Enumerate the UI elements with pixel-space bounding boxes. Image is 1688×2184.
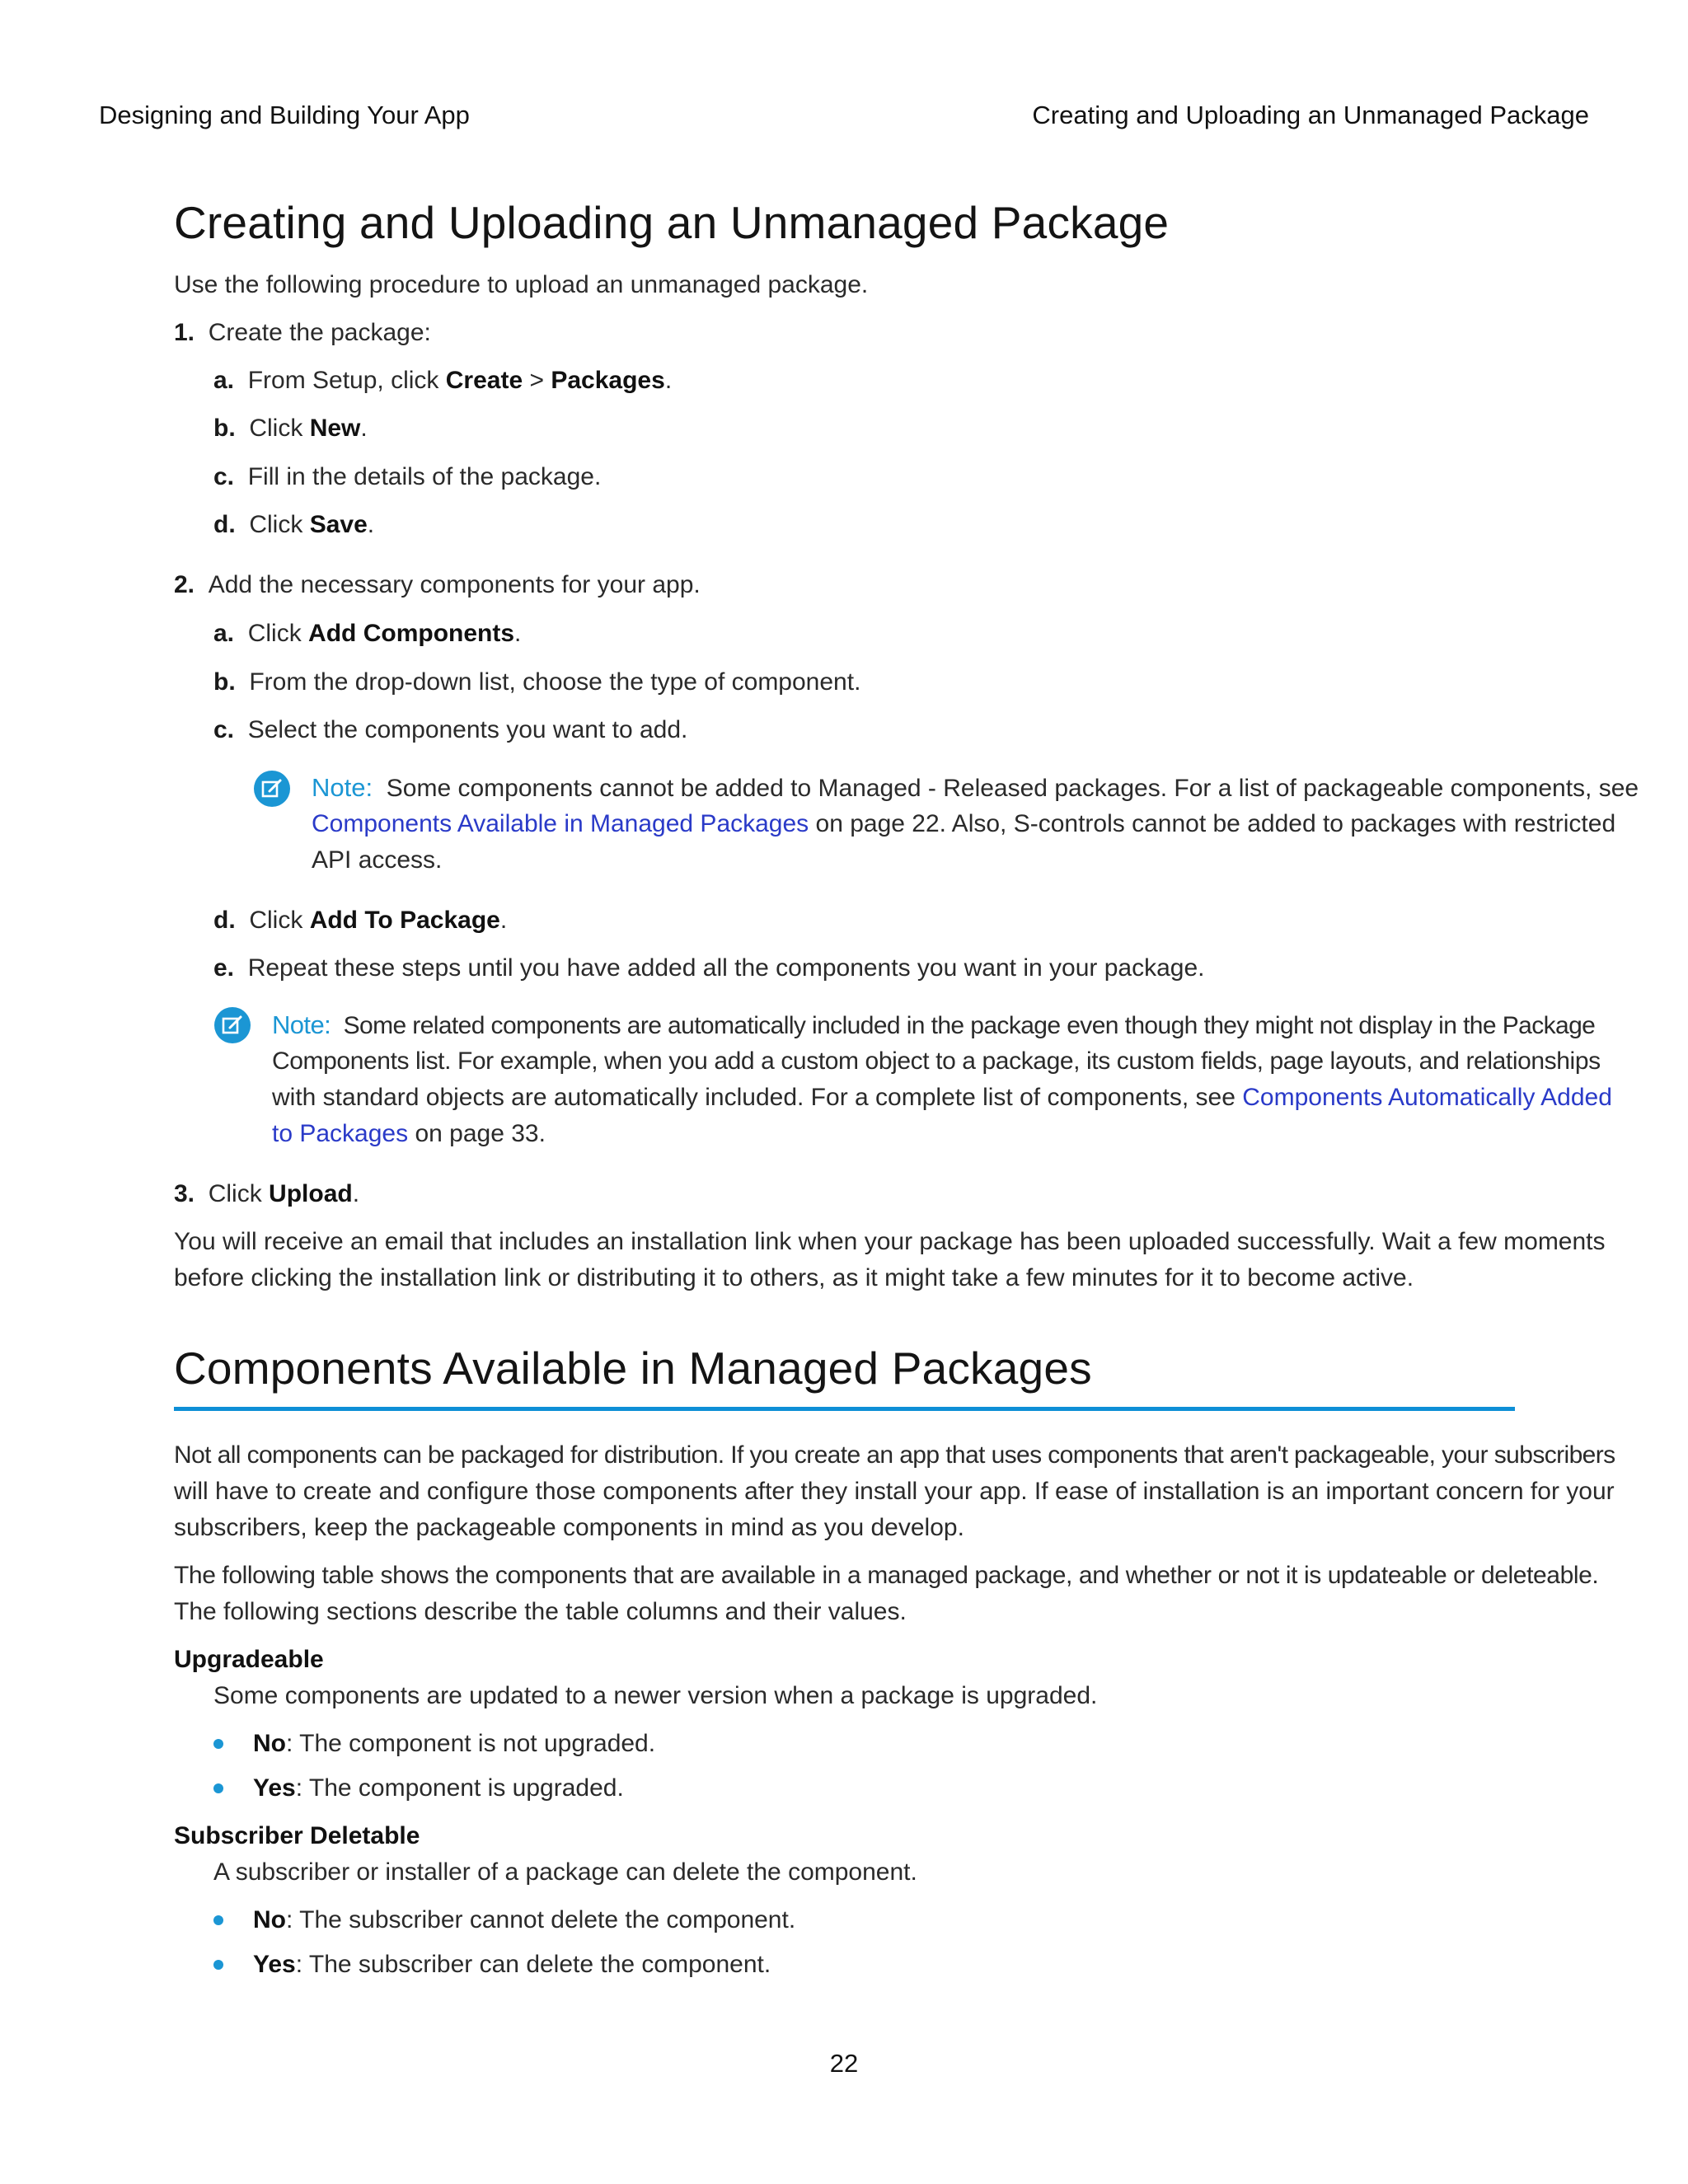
step-2a <box>213 616 521 652</box>
link-components-auto-added-cont[interactable]: to Packages <box>272 1120 409 1147</box>
bullet <box>213 1960 223 1970</box>
term-label: Subscriber Deletable <box>174 1822 420 1849</box>
step-2c <box>213 712 687 748</box>
step-1b <box>213 410 368 447</box>
note-text: on page 33. <box>408 1120 546 1147</box>
substep-letter: e. <box>213 954 235 982</box>
substep-letter: c. <box>213 463 235 490</box>
closing-line-1: You will receive an email that includes an installation link when your package has been uploaded successfully. Wait a few moments <box>174 1228 1606 1255</box>
substep-text: Click <box>249 907 310 934</box>
step-number: 3. <box>174 1180 195 1207</box>
note-text: Some related components are automatically included in the package even though they might not display in the Package <box>343 1012 1596 1039</box>
punctuation: . <box>352 1180 360 1207</box>
section-title-unmanaged-package: Creating and Uploading an Unmanaged Package <box>174 197 1170 248</box>
substep-text: Click <box>249 415 310 442</box>
note-2-line-2: Components list. For example, when you add a custom object to a package, its custom fields, page layouts, and relationships <box>272 1047 1601 1075</box>
para-1-line-1: Not all components can be packaged for distribution. If you create an app that uses components that aren't packageable, your subscribers <box>174 1441 1615 1469</box>
substep-letter: d. <box>213 907 236 934</box>
substep-text: Click <box>249 511 310 538</box>
note-1-line-3: API access. <box>312 846 443 874</box>
step-2d <box>213 902 507 939</box>
para-1-line-2: will have to create and configure those components after they install your app. If ease of installation is an important concern for your <box>174 1478 1615 1505</box>
section-divider <box>174 1407 1515 1411</box>
deletable-no <box>253 1902 795 1938</box>
upgradeable-yes <box>253 1770 624 1807</box>
step-number: 1. <box>174 319 195 346</box>
value-yes: Yes <box>253 1951 296 1978</box>
substep-text: Select the components you want to add. <box>247 716 688 743</box>
ui-term-save: Save <box>309 511 368 538</box>
upgradeable-description: Some components are updated to a newer version when a package is upgraded. <box>213 1682 1098 1709</box>
term-label: Upgradeable <box>174 1646 324 1673</box>
substep-letter: b. <box>213 415 236 442</box>
value-desc: : The component is upgraded. <box>295 1774 624 1802</box>
step-2e <box>213 950 1204 987</box>
step-number: 2. <box>174 571 195 598</box>
punctuation: . <box>360 415 368 442</box>
upgradeable-no <box>253 1726 655 1762</box>
ui-term-create: Create <box>445 367 523 394</box>
link-components-auto-added[interactable]: Components Automatically Added <box>1242 1084 1612 1111</box>
substep-letter: a. <box>213 367 235 394</box>
step-1d <box>213 507 374 543</box>
value-no: No <box>253 1730 286 1757</box>
note-text: on page 22. Also, S-controls cannot be added to packages with restricted <box>809 810 1616 837</box>
note-icon <box>254 771 290 807</box>
note-2-line-1 <box>272 1007 1595 1044</box>
note-label: Note: <box>272 1010 331 1039</box>
separator: > <box>523 367 551 394</box>
value-desc: : The component is not upgraded. <box>286 1730 656 1757</box>
running-header-left: Designing and Building Your App <box>99 101 470 129</box>
bullet <box>213 1739 223 1749</box>
substep-letter: b. <box>213 668 236 696</box>
step-1a <box>213 363 672 399</box>
substep-text: From the drop-down list, choose the type of component. <box>249 668 861 696</box>
ui-term-add-components: Add Components <box>308 620 515 647</box>
ui-term-packages: Packages <box>551 367 665 394</box>
step-text: Create the package: <box>208 319 431 346</box>
bullet <box>213 1915 223 1925</box>
note-label: Note: <box>312 773 373 802</box>
note-2-line-4 <box>272 1116 546 1152</box>
value-yes: Yes <box>253 1774 296 1802</box>
substep-text: From Setup, click <box>247 367 446 394</box>
punctuation: . <box>367 511 375 538</box>
ui-term-new: New <box>309 415 361 442</box>
term-upgradeable <box>174 1642 324 1678</box>
deletable-description: A subscriber or installer of a package can delete the component. <box>213 1858 917 1886</box>
substep-letter: d. <box>213 511 236 538</box>
note-1-line-1 <box>312 770 1639 807</box>
step-text: Click <box>208 1180 270 1207</box>
link-components-available[interactable]: Components Available in Managed Packages <box>312 810 809 837</box>
para-1-line-3: subscribers, keep the packageable components in mind as you develop. <box>174 1514 964 1541</box>
substep-letter: a. <box>213 620 235 647</box>
step-1c <box>213 459 601 495</box>
note-2-line-3 <box>272 1080 1612 1116</box>
bullet <box>213 1783 223 1793</box>
value-desc: : The subscriber can delete the component. <box>295 1951 771 1978</box>
note-icon <box>214 1007 251 1043</box>
running-header-right: Creating and Uploading an Unmanaged Package <box>1032 101 1589 129</box>
deletable-yes <box>253 1947 771 1983</box>
substep-text: Click <box>247 620 309 647</box>
closing-line-2: before clicking the installation link or distributing it to others, as it might take a few minutes for it to become active. <box>174 1264 1414 1291</box>
note-text: with standard objects are automatically included. For a complete list of components, see <box>272 1084 1243 1111</box>
para-2-line-2: The following sections describe the table columns and their values. <box>174 1598 907 1625</box>
step-text: Add the necessary components for your app. <box>208 571 701 598</box>
section-title-components-available: Components Available in Managed Packages <box>174 1343 1092 1394</box>
punctuation: . <box>514 620 522 647</box>
ui-term-upload: Upload <box>269 1180 353 1207</box>
value-desc: : The subscriber cannot delete the component. <box>286 1906 796 1933</box>
punctuation: . <box>664 367 673 394</box>
step-1 <box>174 315 431 351</box>
punctuation: . <box>499 907 508 934</box>
note-1-line-2 <box>312 806 1615 842</box>
substep-text: Repeat these steps until you have added all the components you want in your package. <box>247 954 1205 982</box>
value-no: No <box>253 1906 286 1933</box>
ui-term-add-to-package: Add To Package <box>309 907 500 934</box>
intro-text: Use the following procedure to upload an unmanaged package. <box>174 271 869 298</box>
page-number: 22 <box>829 2049 859 2078</box>
note-text: Some components cannot be added to Managed - Released packages. For a list of packageable components, see <box>386 775 1639 802</box>
step-2b <box>213 664 860 701</box>
step-2 <box>174 567 701 603</box>
para-2-line-1: The following table shows the components that are available in a managed package, and whether or not it is updateable or deleteable. <box>174 1562 1599 1589</box>
substep-text: Fill in the details of the package. <box>247 463 602 490</box>
step-3 <box>174 1176 359 1212</box>
substep-letter: c. <box>213 716 235 743</box>
term-subscriber-deletable <box>174 1818 420 1854</box>
